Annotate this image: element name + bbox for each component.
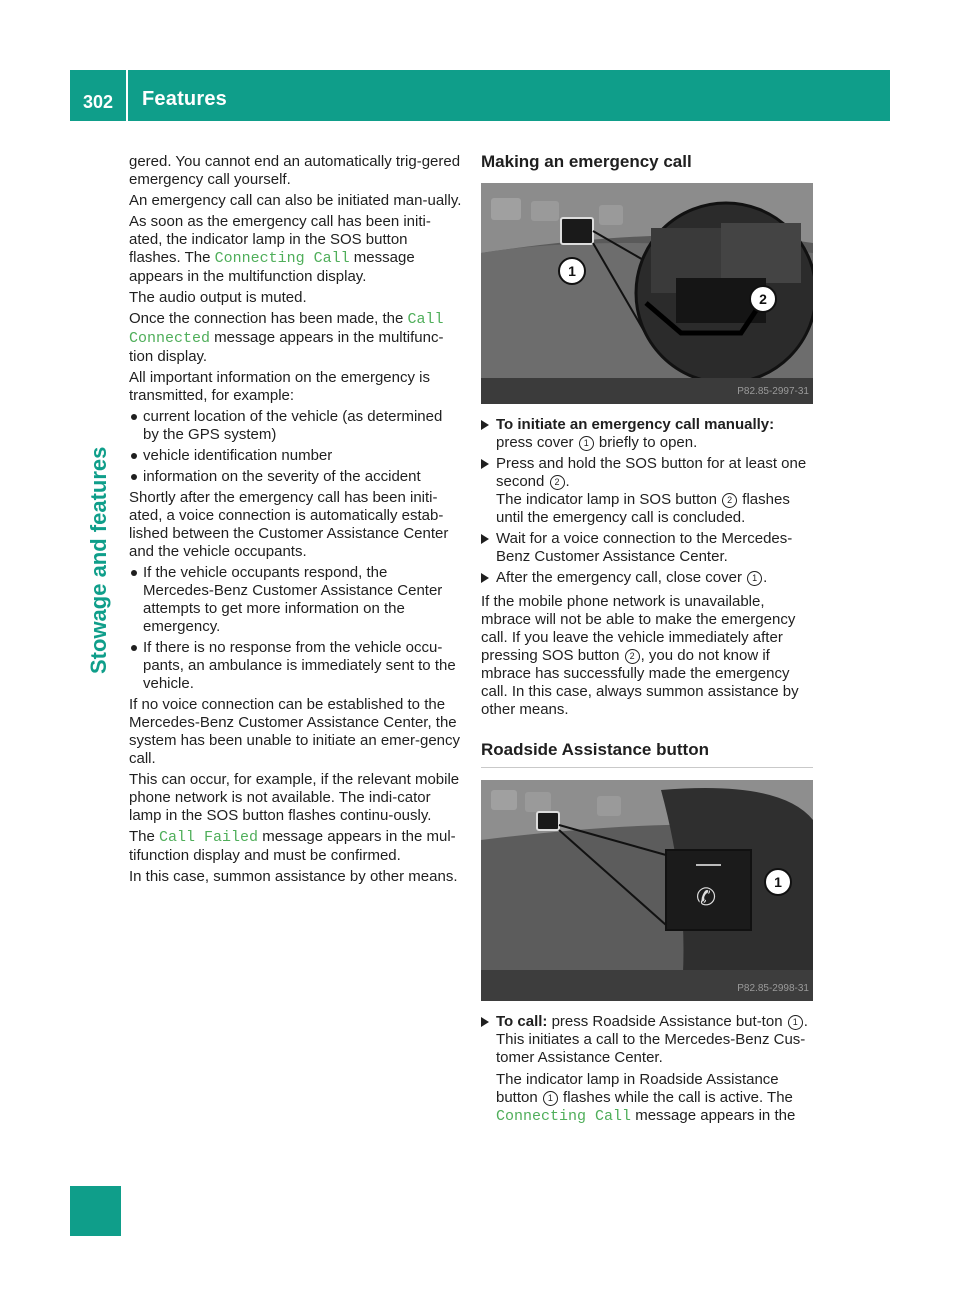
paragraph: Once the connection has been made, the Call Connected message appears in the multifunc-tion display. xyxy=(129,310,444,365)
ref-number-icon: 1 xyxy=(747,571,762,586)
heading-rule xyxy=(481,767,813,768)
ref-number-icon: 1 xyxy=(788,1015,803,1030)
paragraph: Shortly after the emergency call has been initi-ated, a voice connection is automatically estab-lished between the Customer Assistance Center and the vehicle occupants. xyxy=(129,489,449,560)
paragraph: An emergency call can also be initiated man-ually. xyxy=(129,192,462,209)
paragraph: If no voice connection can be established to the Mercedes-Benz Customer Assistance Center, the system has been unable to initiate an emer-gency call. xyxy=(129,696,461,767)
step-arrow-icon xyxy=(481,459,489,469)
header-divider xyxy=(126,70,128,121)
paragraph: As soon as the emergency call has been initi-ated, the indicator lamp in the SOS button flashes. The Connecting Call message appears in the multifunction display. xyxy=(129,213,431,285)
list-item: information on the severity of the accident xyxy=(129,468,462,486)
figure-sos-button xyxy=(481,183,813,404)
step-arrow-icon xyxy=(481,573,489,583)
callout-2-sos-button: 2 xyxy=(749,285,777,313)
paragraph: The Call Failed message appears in the mul-tifunction display and must be confirmed. xyxy=(129,828,456,864)
left-column xyxy=(129,153,462,889)
heading-roadside-assistance: Roadside Assistance button xyxy=(481,740,709,759)
ref-number-icon: 1 xyxy=(579,436,594,451)
list-item: current location of the vehicle (as determined by the GPS system) xyxy=(129,408,462,444)
step-arrow-icon xyxy=(481,420,489,430)
instruction-step: Wait for a voice connection to the Mercedes-Benz Customer Assistance Center. xyxy=(481,530,813,566)
paragraph: gered. You cannot end an automatically trig-gered emergency call yourself. xyxy=(129,153,461,188)
paragraph: The audio output is muted. xyxy=(129,289,307,306)
heading-making-emergency-call: Making an emergency call xyxy=(481,152,692,171)
callout-1-cover: 1 xyxy=(558,257,586,285)
instruction-step: To call: press Roadside Assistance but-ton 1 . This initiates a call to the Mercedes-Benz Cus-tomer Assistance Center. The indicator lamp in Roadside Assistance button 1 flashes while the call is active. The Connecting Call message appears in the xyxy=(481,1013,813,1126)
figure-code: P82.85-2997-31 xyxy=(737,386,809,397)
side-tab-marker xyxy=(70,1186,121,1236)
step-arrow-icon xyxy=(481,1017,489,1027)
instruction-step: Press and hold the SOS button for at least one second 2 . The indicator lamp in SOS button 2 flashes until the emergency call is concluded. xyxy=(481,455,813,527)
list-item: If the vehicle occupants respond, the Mercedes-Benz Customer Assistance Center attempts to get more information on the emergency. xyxy=(129,564,462,636)
figure-roadside-button xyxy=(481,780,813,1001)
display-message-connecting-call: Connecting Call xyxy=(496,1108,632,1125)
ref-number-icon: 2 xyxy=(550,475,565,490)
svg-text:✆: ✆ xyxy=(696,883,717,911)
paragraph: In this case, summon assistance by other means. xyxy=(129,868,458,885)
roadside-button-illustration xyxy=(481,780,813,1001)
display-message-call-connected: Call Connected xyxy=(129,311,444,347)
instruction-step: To initiate an emergency call manually: press cover 1 briefly to open. xyxy=(481,416,813,452)
callout-1-roadside-button: 1 xyxy=(764,868,792,896)
list-item: vehicle identification number xyxy=(129,447,462,465)
display-message-connecting-call: Connecting Call xyxy=(214,250,350,267)
paragraph: All important information on the emergency is transmitted, for example: xyxy=(129,369,430,404)
step-arrow-icon xyxy=(481,534,489,544)
paragraph: This can occur, for example, if the relevant mobile phone network is not available. The indi-cator lamp in the SOS button flashes continu-ously. xyxy=(129,771,460,824)
paragraph: If the mobile phone network is unavailable, mbrace will not be able to make the emergency call. If you leave the vehicle immediately after pressing SOS button 2 , you do not know if mbrace has successfully made the emergency call. In this case, always summon assistance by other means. xyxy=(481,593,799,718)
ref-number-icon: 1 xyxy=(543,1091,558,1106)
page-number: 302 xyxy=(82,92,114,112)
right-column xyxy=(481,153,813,1129)
section-title: Features xyxy=(142,88,227,110)
instruction-step: After the emergency call, close cover 1 . xyxy=(481,569,813,587)
ref-number-icon: 2 xyxy=(625,649,640,664)
ref-number-icon: 2 xyxy=(722,493,737,508)
figure-code: P82.85-2998-31 xyxy=(737,983,809,994)
display-message-call-failed: Call Failed xyxy=(159,829,259,846)
list-item: If there is no response from the vehicle occu-pants, an ambulance is immediately sent to the vehicle. xyxy=(129,639,462,693)
side-chapter-label: Stowage and features xyxy=(86,446,111,674)
